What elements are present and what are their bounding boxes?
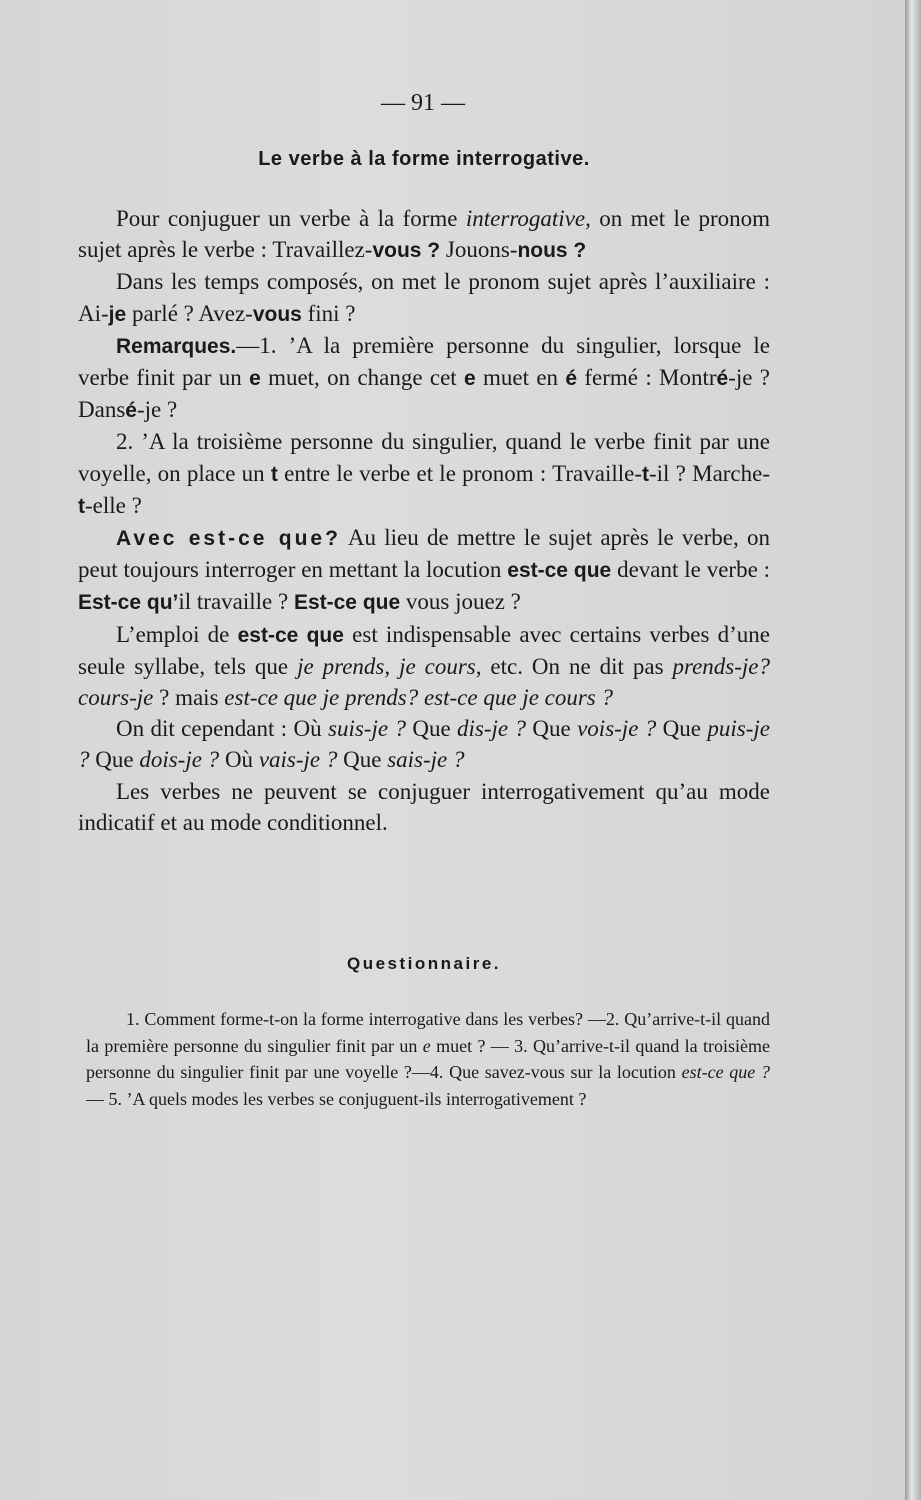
text: -je ? Dans bbox=[78, 365, 771, 423]
bold-term: je bbox=[108, 302, 127, 326]
italic-term: puis-je ? bbox=[78, 716, 770, 773]
text: on met le pronom sujet après le verbe : Travaillez- bbox=[78, 206, 771, 263]
paragraph-1 bbox=[78, 203, 770, 266]
text: muet, on change cet bbox=[260, 365, 465, 391]
italic-term: e bbox=[422, 1035, 431, 1056]
text: L’emploi de bbox=[116, 621, 238, 647]
bold-heading: Avec est-ce que? bbox=[116, 527, 341, 551]
text: -il ? Marche- bbox=[649, 460, 771, 486]
italic-term: suis-je ? bbox=[328, 716, 406, 742]
bold-term: Est-ce qu’ bbox=[78, 591, 179, 615]
text: Les verbes ne peuvent se conjuguer interrogativement qu’au mode indicatif et au mode conditionnel. bbox=[78, 778, 770, 835]
italic-term: prends-je? cours-je bbox=[78, 653, 770, 711]
bold-term: t bbox=[642, 462, 649, 486]
italic-term: est-ce que ? bbox=[681, 1062, 770, 1082]
text: 2. ’A la troisième personne du singulier, quand le verbe finit par une voyelle, on place un bbox=[78, 429, 770, 486]
italic-term: dis-je ? bbox=[457, 716, 527, 742]
italic-term: je prends, je cours, bbox=[297, 653, 482, 679]
text: Que bbox=[526, 716, 578, 742]
italic-term: sais-je ? bbox=[387, 747, 465, 773]
text: Que bbox=[405, 716, 458, 742]
bold-term: est-ce que bbox=[507, 559, 612, 583]
text: -elle ? bbox=[85, 492, 142, 518]
italic-term: dois-je ? bbox=[139, 747, 220, 773]
text: fermé : Montr bbox=[577, 365, 717, 391]
bold-term: nous ? bbox=[517, 239, 587, 263]
paragraph-est-ce-que bbox=[78, 522, 770, 619]
bold-term: vous ? bbox=[372, 239, 441, 263]
text: etc. On ne dit pas bbox=[481, 653, 673, 679]
bold-term: vous bbox=[252, 302, 302, 326]
text: vous jouez ? bbox=[400, 589, 521, 615]
text: Que bbox=[89, 747, 140, 773]
text: ? mais bbox=[153, 685, 225, 711]
bold-heading: Remarques. bbox=[116, 334, 237, 358]
text: entre le verbe et le pronom : Travaille- bbox=[277, 460, 642, 486]
questionnaire-paragraph bbox=[86, 1006, 770, 1112]
text: muet ? — 3. Qu’arrive-t-il quand la troisième personne du singulier finit par une voyelle ?—4. Que savez-vous sur la locution bbox=[86, 1035, 770, 1082]
text: — 5. ’A quels modes les verbes se conjuguent-ils interrogativement ? bbox=[86, 1088, 587, 1109]
paragraph-7 bbox=[78, 713, 770, 775]
text: est indispensable avec certains verbes d’une seule syllabe, tels que bbox=[78, 621, 770, 679]
text: Au lieu de mettre le sujet après le verbe, on peut toujours interroger en mettant la locution bbox=[78, 525, 770, 583]
text: —1. ’A la première personne du singulier, lorsque le verbe finit par un bbox=[78, 332, 770, 391]
text: On dit cependant : Où bbox=[116, 716, 329, 742]
bold-term: é bbox=[716, 367, 729, 391]
bold-term: é bbox=[125, 399, 137, 423]
paragraph-4 bbox=[78, 426, 770, 522]
bold-term: é bbox=[565, 367, 578, 391]
italic-term: vois-je ? bbox=[577, 716, 657, 742]
bold-term: e bbox=[464, 367, 476, 391]
page-edge bbox=[905, 0, 921, 1500]
text: fini ? bbox=[301, 300, 356, 326]
italic-term: interrogative, bbox=[465, 206, 591, 231]
italic-term: est-ce que je prends? est-ce que je cours ? bbox=[224, 685, 614, 711]
questionnaire-text bbox=[86, 1006, 770, 1112]
text: Pour conjuguer un verbe à la forme bbox=[116, 206, 466, 231]
main-text bbox=[78, 203, 770, 838]
text: 1. Comment forme-t-on la forme interrogative dans les verbes? —2. Qu’arrive-t-il quand la première personne du singulier finit par un bbox=[86, 1009, 770, 1056]
text: Que bbox=[656, 716, 708, 742]
text: il travaille ? bbox=[178, 589, 294, 615]
section-title: Le verbe à la forme interrogative. bbox=[258, 148, 590, 170]
text: muet en bbox=[475, 365, 566, 391]
text: -je ? bbox=[136, 397, 178, 423]
bold-term: Est-ce que bbox=[293, 591, 401, 615]
paragraph-8 bbox=[78, 776, 770, 838]
text: Que bbox=[337, 747, 388, 773]
paragraph-2 bbox=[78, 266, 770, 329]
italic-term: vais-je ? bbox=[258, 747, 338, 773]
text: Jouons- bbox=[440, 237, 518, 263]
bold-term: t bbox=[270, 462, 278, 486]
text: parlé ? Avez- bbox=[126, 300, 253, 326]
page-number: — 91 — bbox=[381, 90, 465, 116]
text: devant le verbe : bbox=[611, 557, 771, 583]
questionnaire-title: Questionnaire. bbox=[346, 954, 502, 973]
paragraph-remarques bbox=[78, 330, 770, 427]
paragraph-6 bbox=[78, 619, 770, 714]
text: Dans les temps composés, on met le pronom sujet après l’auxiliaire : Ai- bbox=[78, 269, 770, 326]
bold-term: e bbox=[249, 367, 261, 391]
bold-term: t bbox=[78, 494, 85, 518]
text: Où bbox=[219, 747, 259, 773]
bold-term: est-ce que bbox=[237, 623, 344, 647]
